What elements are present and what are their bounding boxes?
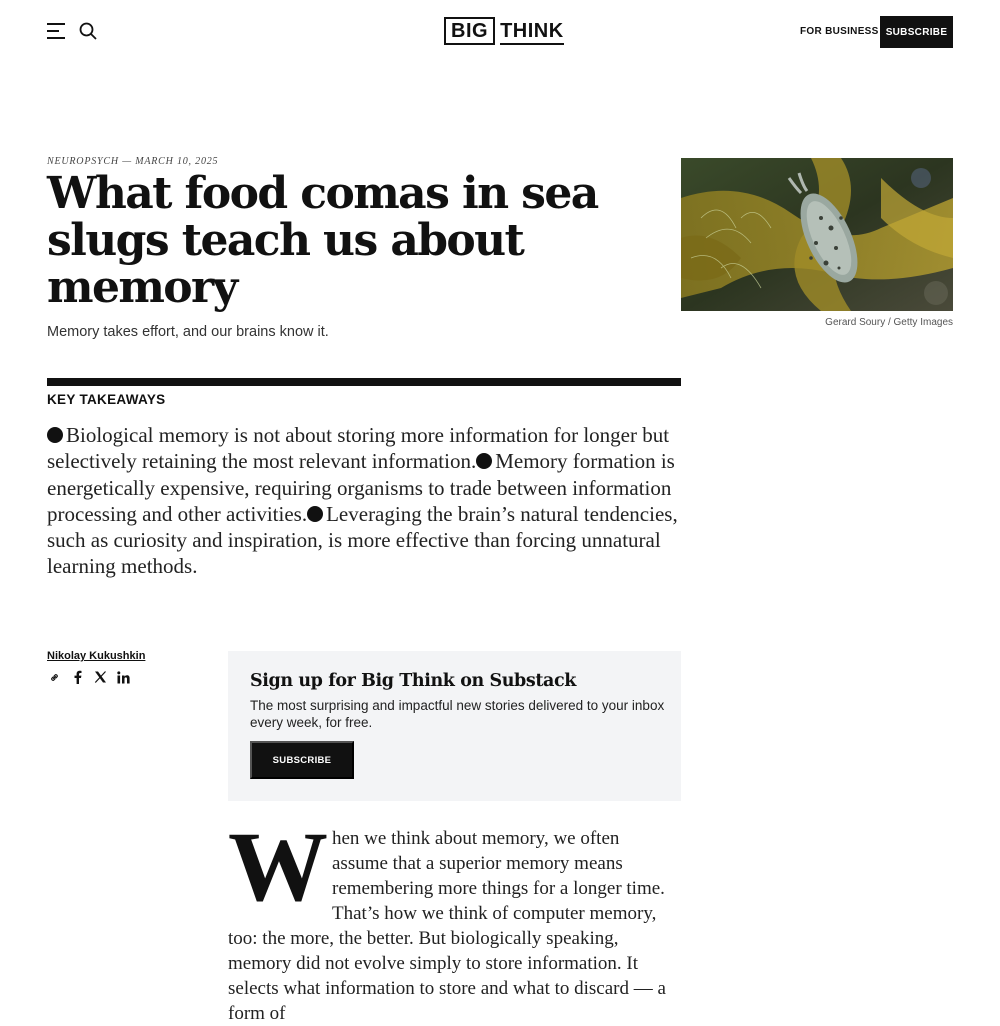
sea-slug-photo — [681, 158, 953, 311]
share-bar — [47, 670, 130, 684]
site-header — [0, 0, 1000, 64]
substack-title: Sign up for Big Think on Substack — [250, 671, 576, 691]
logo-big: BIG — [444, 17, 495, 45]
article-dek: Memory takes effort, and our brains know it. — [47, 324, 329, 340]
link-icon[interactable] — [47, 670, 61, 684]
substack-signup — [228, 651, 681, 801]
image-credit: Gerard Soury / Getty Images — [825, 317, 953, 328]
linkedin-icon[interactable] — [116, 670, 130, 684]
hero-image — [681, 158, 953, 311]
bullet-icon — [307, 506, 323, 522]
search-icon[interactable] — [79, 22, 97, 40]
takeaways-list — [47, 422, 681, 580]
bullet-icon — [476, 453, 492, 469]
substack-subscribe-button[interactable]: SUBSCRIBE — [250, 741, 354, 779]
article-body — [228, 811, 678, 1026]
body-paragraph: hen we think about memory, we often assume that a superior memory means remembering more things for a longer time. That’s how we think of computer memory, too: the more, the better. But biologically speaking, memory did not evolve simply to store information. It selects what information to store and what to discard — a form of — [228, 828, 666, 1024]
takeaways-rule — [47, 378, 681, 386]
author-link[interactable]: Nikolay Kukushkin — [47, 650, 146, 662]
article-kicker — [47, 156, 218, 167]
category-link[interactable]: NEUROPSYCH — [47, 156, 119, 167]
kicker-separator: — — [118, 156, 136, 167]
bullet-icon — [47, 427, 63, 443]
big-think-logo[interactable] — [444, 17, 564, 45]
menu-icon[interactable] — [47, 23, 65, 39]
logo-think: THINK — [500, 17, 564, 45]
for-business-link[interactable]: FOR BUSINESS — [800, 26, 879, 37]
takeaway-item: Memory formation is energetically expensive, requiring organisms to trade between information processing and other activities. — [47, 449, 675, 526]
article-headline: What food comas in sea slugs teach us about memory — [47, 168, 598, 313]
x-icon[interactable] — [93, 670, 107, 684]
takeaway-item: Biological memory is not about storing more information for longer but selectively retaining the most relevant information. — [47, 423, 670, 474]
drop-cap: W — [228, 811, 324, 922]
subscribe-button[interactable]: SUBSCRIBE — [880, 16, 953, 48]
publish-date: MARCH 10, 2025 — [135, 156, 219, 167]
substack-description: The most surprising and impactful new stories delivered to your inbox every week, for free. — [250, 698, 665, 730]
takeaways-title: KEY TAKEAWAYS — [47, 392, 166, 407]
facebook-icon[interactable] — [70, 670, 84, 684]
takeaway-item: Leveraging the brain’s natural tendencies, such as curiosity and inspiration, is more effective than forcing unnatural learning methods. — [47, 501, 678, 579]
